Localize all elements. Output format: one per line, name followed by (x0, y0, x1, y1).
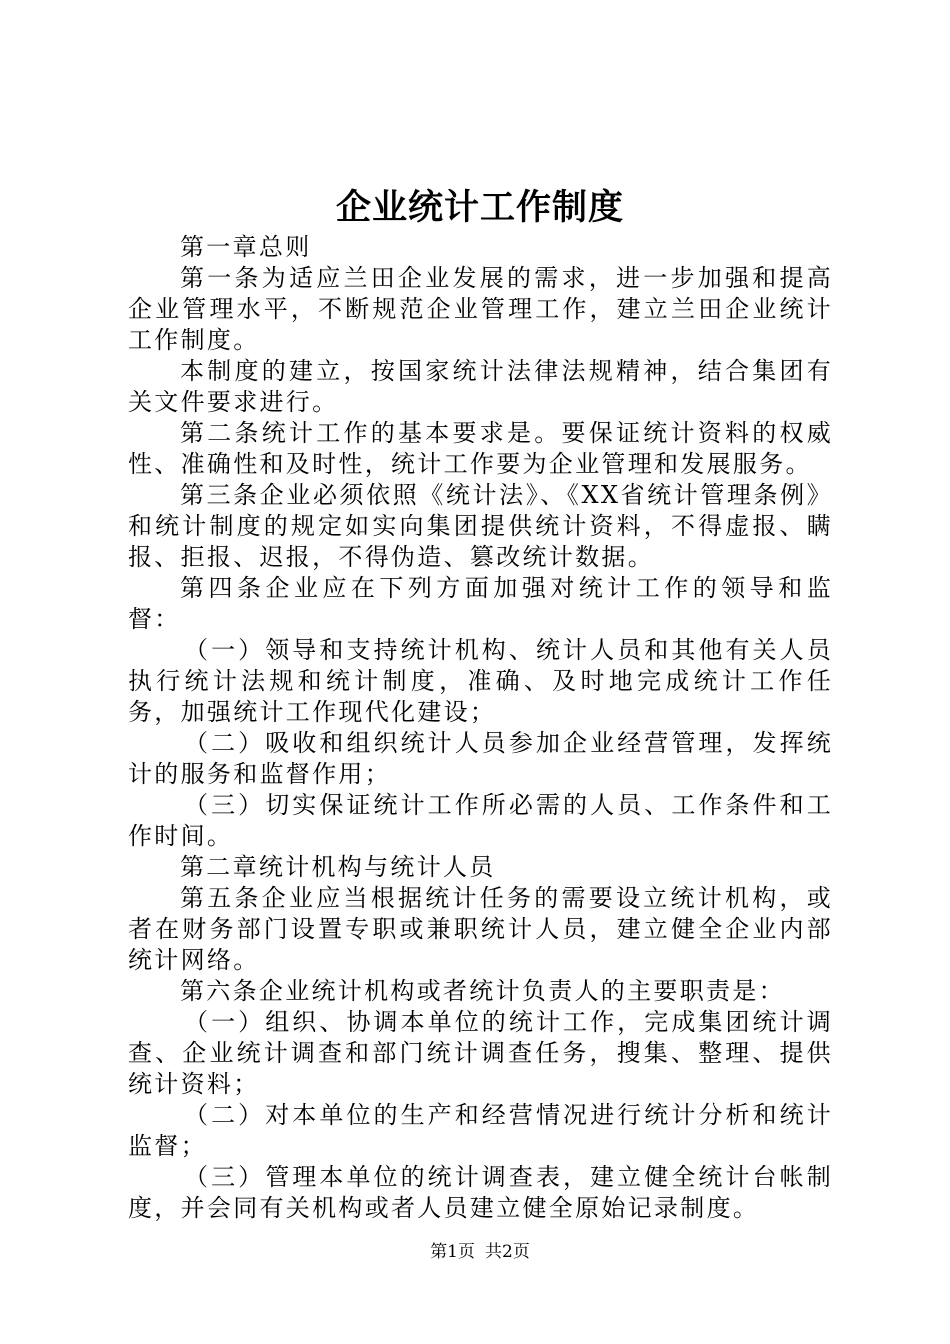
chapter-heading: 第一章总则 (180, 233, 312, 261)
article-paragraph: 第三条企业必须依照《统计法》、《XX省统计管理条例》和统计制度的规定如实向集团提供统计资料，不得虚报、瞒报、拒报、迟报，不得伪造、篡改统计数据。 (128, 481, 833, 571)
page-footer (0, 1240, 950, 1264)
list-item-paragraph: （一）领导和支持统计机构、统计人员和其他有关人员执行统计法规和统计制度，准确、及时地完成统计工作任务，加强统计工作现代化建设； (128, 636, 833, 726)
article-paragraph: 第一条为适应兰田企业发展的需求，进一步加强和提高企业管理水平，不断规范企业管理工作，建立兰田企业统计工作制度。 (128, 264, 833, 354)
chapter-heading: 第二章统计机构与统计人员 (180, 853, 496, 881)
body-paragraph: 本制度的建立，按国家统计法律法规精神，结合集团有关文件要求进行。 (128, 357, 833, 416)
list-item-paragraph: （一）组织、协调本单位的统计工作，完成集团统计调查、企业统计调查和部门统计调查任务，搜集、整理、提供统计资料； (128, 1008, 833, 1098)
article-paragraph: 第五条企业应当根据统计任务的需要设立统计机构，或者在财务部门设置专职或兼职统计人员，建立健全企业内部统计网络。 (128, 884, 833, 974)
document-body (128, 232, 833, 1224)
page-total: 共2页 (485, 1242, 530, 1262)
list-item-paragraph: （三）管理本单位的统计调查表，建立健全统计台帐制度，并会同有关机构或者人员建立健全原始记录制度。 (128, 1163, 833, 1222)
list-item-paragraph: （二）对本单位的生产和经营情况进行统计分析和统计监督； (128, 1101, 833, 1160)
article-paragraph: 第二条统计工作的基本要求是。要保证统计资料的权威性、准确性和及时性，统计工作要为企业管理和发展服务。 (128, 419, 833, 478)
page-number: 第1页 (430, 1242, 475, 1262)
document-title: 企业统计工作制度 (335, 187, 624, 228)
list-item-paragraph: （三）切实保证统计工作所必需的人员、工作条件和工作时间。 (128, 791, 833, 850)
article-paragraph: 第四条企业应在下列方面加强对统计工作的领导和监督： (128, 574, 833, 633)
article-paragraph: 第六条企业统计机构或者统计负责人的主要职责是： (180, 977, 785, 1005)
list-item-paragraph: （二）吸收和组织统计人员参加企业经营管理，发挥统计的服务和监督作用； (128, 729, 833, 788)
